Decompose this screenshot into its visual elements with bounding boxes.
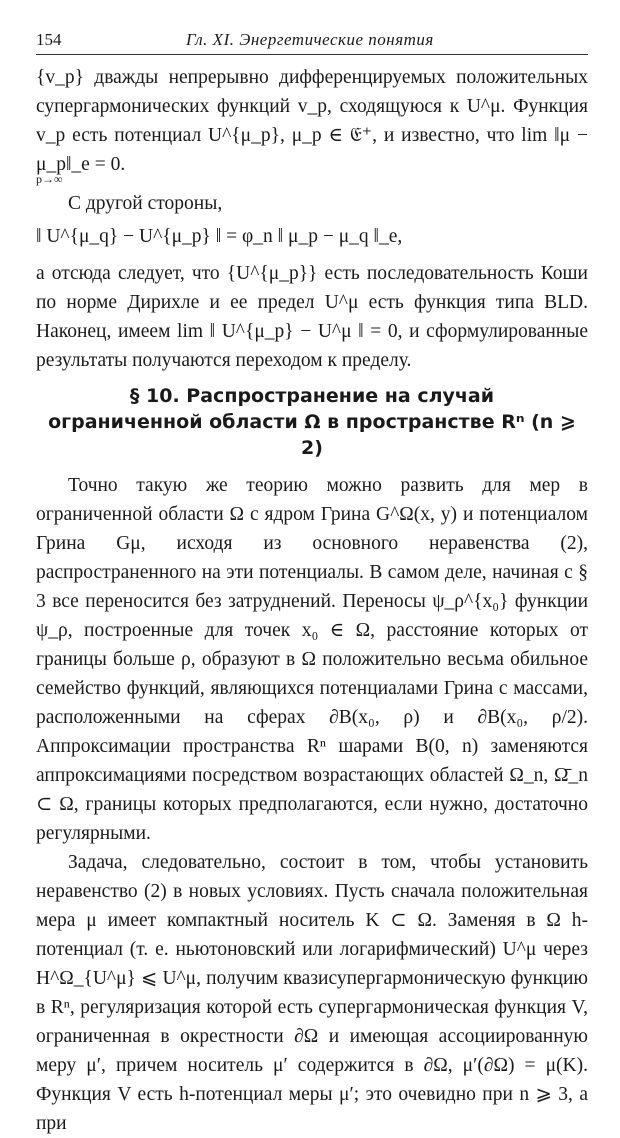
section-title — [36, 383, 588, 461]
paragraph-5: Задача, следовательно, состоит в том, чтобы установить неравенство (2) в новых условиях. Пусть сначала положительная мера μ имеет компактный носитель K ⊂ Ω. Заменяя в Ω h-потенциал (т. е. ньютоновский или логарифмический) U^μ через H^Ω_{U^μ} ⩽ U^μ, получим квазисупергармоническую функцию в Rⁿ, регуляризация которой есть супергармоническая функция V, ограниченная в окрестности ∂Ω и имеющая ассоциированную меру μ′, причем носитель μ′ содержится в ∂Ω, μ′(∂Ω) = μ(K). Функция V есть h-потенциал меры μ′; это очевидно при n ⩾ 3, а при — [36, 852, 588, 1134]
limit-subscript-1: p→∞ — [36, 172, 63, 186]
page-number: 154 — [36, 30, 62, 49]
section-title-line-1: § 10. Распространение на случай — [129, 385, 495, 407]
paragraph-2: С другой стороны, — [68, 193, 223, 214]
formula-norm: ‖ U^{μ_q} − U^{μ_p} ‖ = φ_n ‖ μ_p − μ_q ‖_e, — [36, 226, 403, 247]
page-body — [36, 63, 588, 1138]
section-title-line-2: ограниченной области Ω в пространстве Rⁿ (n ⩾ 2) — [48, 411, 576, 459]
book-page — [36, 28, 588, 1138]
paragraph-4: Точно такую же теорию можно развить для мер в ограниченной области Ω с ядром Грина G^Ω(x, y) и потенциалом Грина Gμ, исходя из основного неравенства (2), распространенного на эти потенциалы. В самом деле, начиная с § 3 все переносится без затруднений. Переносы ψ_ρ^{x₀} функции ψ_ρ, построенные для точек x₀ ∈ Ω, расстояние которых от границы больше ρ, образуют в Ω положительно весьма обильное семейство функций, являющихся потенциалами Грина с массами, расположенными на сферах ∂B(x₀, ρ) и ∂B(x₀, ρ/2). Аппроксимации пространства Rⁿ шарами B(0, n) заменяются аппроксимациями посредством возрастающих областей Ω_n, Ω̄_n ⊂ Ω, границы которых предполагаются, если нужно, достаточно регулярными. — [36, 475, 588, 844]
page-header — [36, 28, 588, 55]
running-title: Гл. XI. Энергетические понятия — [186, 30, 434, 49]
paragraph-1: {v_p} дважды непрерывно дифференцируемых положительных супергармонических функций v_p, сходящуюся к U^μ. Функция v_p есть потенциал U^{μ_p}, μ_p ∈ 𝔈⁺, и известно, что lim ‖μ − μ_p‖_e = 0. — [36, 67, 588, 175]
paragraph-3: а отсюда следует, что {U^{μ_p}} есть последовательность Коши по норме Дирихле и ее предел U^μ есть функция типа BLD. Наконец, имеем lim ‖ U^{μ_p} − U^μ ‖ = 0, и сформулированные результаты получаются переходом к пределу. — [36, 263, 588, 371]
